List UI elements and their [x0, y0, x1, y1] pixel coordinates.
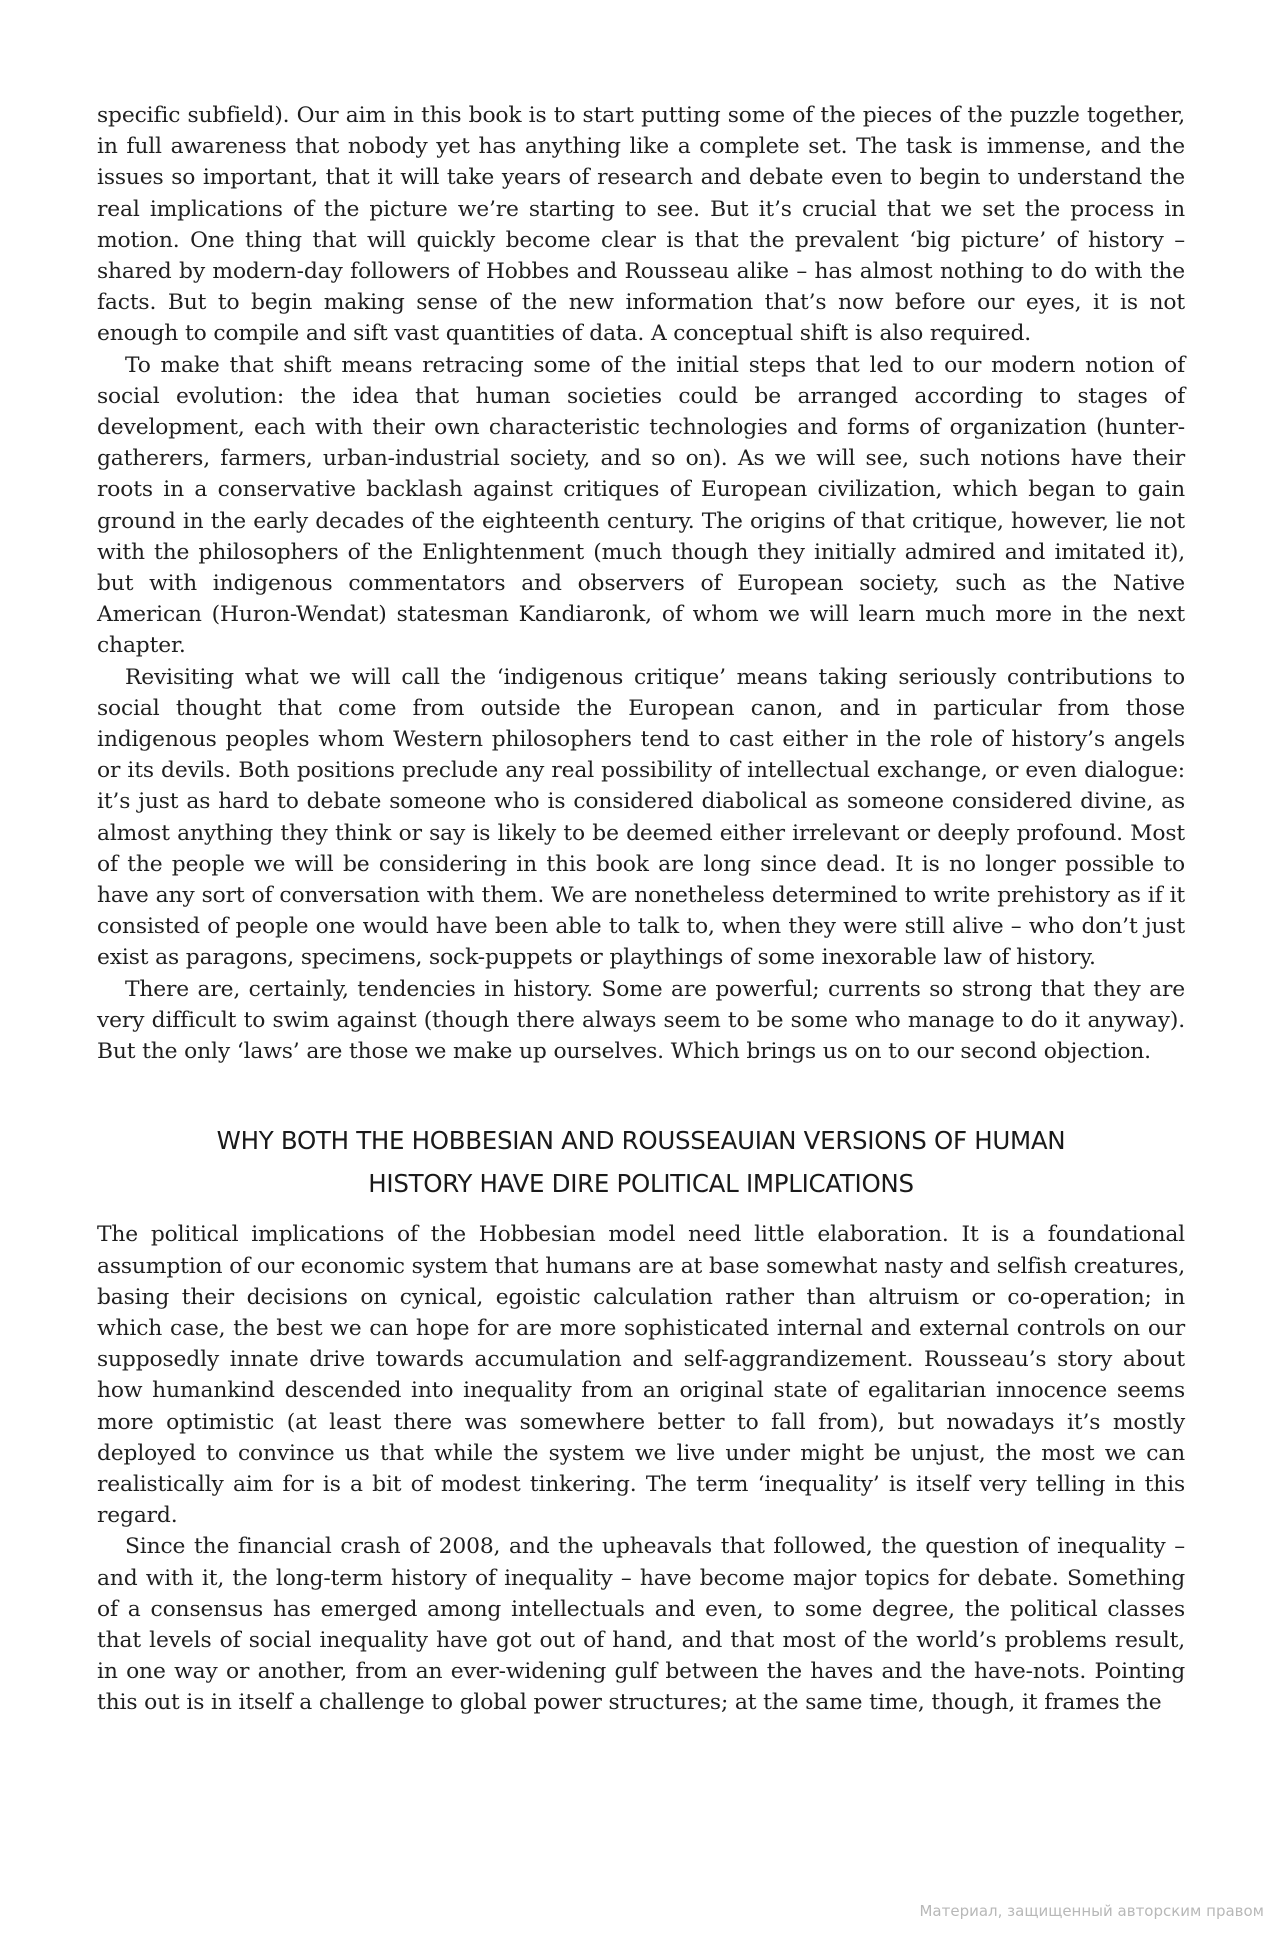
copyright-watermark: Материал, защищенный авторским правом [919, 1902, 1264, 1920]
paragraph-financial-crash: Since the financial crash of 2008, and the upheavals that followed, the question of inequality – and with it, the long-term history of inequality – have become major topics for debate. Something of a consensus has emerged among intellectuals and even, to some degree, the political classes that levels of social inequality have got out of hand, and that most of the world’s problems result, in one way or another, from an ever-widening gulf between the haves and the have-nots. Pointing this out is in itself a challenge to global power structures; at the same time, though, it frames the [97, 1534, 1185, 1716]
section-heading [97, 1119, 1185, 1205]
paragraph-continuation: specific subfield). Our aim in this book is to start putting some of the pieces of the puzzle together, in full awareness that nobody yet has anything like a complete set. The task is immense, and the issues so important, that it will take years of research and debate even to begin to understand the real implications of the picture we’re starting to see. But it’s crucial that we set the process in motion. One thing that will quickly become clear is that the prevalent ‘big picture’ of history – shared by modern-day followers of Hobbes and Rousseau alike – has almost nothing to do with the facts. But to begin making sense of the new information that’s now before our eyes, it is not enough to compile and sift vast quantities of data. A conceptual shift is also required. [97, 103, 1185, 347]
paragraph-hobbesian-model: The political implications of the Hobbesian model need little elaboration. It is a foundational assumption of our economic system that humans are at base somewhat nasty and selfish creatures, basing their decisions on cynical, egoistic calculation rather than altruism or co-operation; in which case, the best we can hope for are more sophisticated internal and external controls on our supposedly innate drive towards accumulation and self-aggrandizement. Rousseau’s story about how humankind descended into inequality from an original state of egalitarian innocence seems more optimistic (at least there was somewhere better to fall from), but nowadays it’s mostly deployed to convince us that while the system we live under might be unjust, the most we can realistically aim for is a bit of modest tinkering. The term ‘inequality’ is itself very telling in this regard. [97, 1222, 1185, 1529]
book-page [97, 100, 1185, 1719]
section-heading-line-1: WHY BOTH THE HOBBESIAN AND ROUSSEAUIAN VERSIONS OF HUMAN [216, 1126, 1066, 1156]
paragraph-tendencies: There are, certainly, tendencies in history. Some are powerful; currents so strong that they are very difficult to swim against (though there always seem to be some who manage to do it anyway). But the only ‘laws’ are those we make up ourselves. Which brings us on to our second objection. [97, 976, 1185, 1065]
paragraph-indigenous-critique: Revisiting what we will call the ‘indigenous critique’ means taking seriously contributions to social thought that come from outside the European canon, and in particular from those indigenous peoples whom Western philosophers tend to cast either in the role of history’s angels or its devils. Both positions preclude any real possibility of intellectual exchange, or even dialogue: it’s just as hard to debate someone who is considered diabolical as someone considered divine, as almost anything they think or say is likely to be deemed either irrelevant or deeply profound. Most of the people we will be considering in this book are long since dead. It is no longer possible to have any sort of conversation with them. We are nonetheless determined to write prehistory as if it consisted of people one would have been able to talk to, when they were still alive – who don’t just exist as paragons, specimens, sock-puppets or playthings of some inexorable law of history. [97, 664, 1185, 971]
section-heading-line-2: HISTORY HAVE DIRE POLITICAL IMPLICATIONS [368, 1169, 914, 1199]
paragraph-social-evolution: To make that shift means retracing some of the initial steps that led to our modern notion of social evolution: the idea that human societies could be arranged according to stages of development, each with their own characteristic technologies and forms of organization (hunter-gatherers, farmers, urban-industrial society, and so on). As we will see, such notions have their roots in a conservative backlash against critiques of European civilization, which began to gain ground in the early decades of the eighteenth century. The origins of that critique, however, lie not with the philosophers of the Enlightenment (much though they initially admired and imitated it), but with indigenous commentators and observers of European society, such as the Native American (Huron-Wendat) statesman Kandiaronk, of whom we will learn much more in the next chapter. [97, 352, 1185, 659]
